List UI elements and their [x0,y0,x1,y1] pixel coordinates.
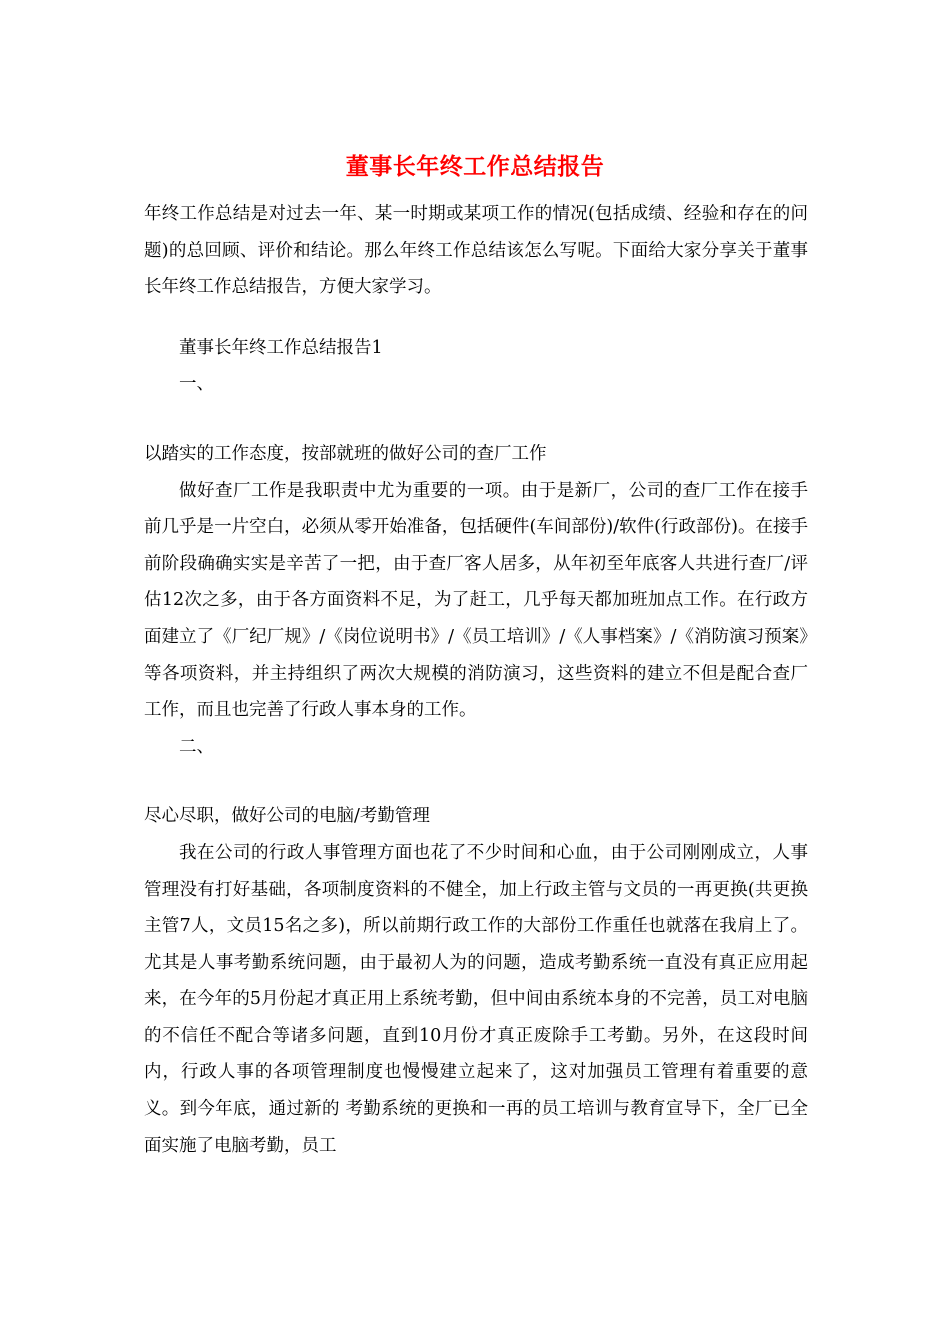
document-title: 董事长年终工作总结报告 [345,153,605,180]
section2-body: 我在公司的行政人事管理方面也花了不少时间和心血，由于公司刚刚成立，人事管理没有打好基础，各项制度资料的不健全，加上行政主管与文员的一再更换(共更换主管7人，文员15名之多)，所以前期行政工作的大部份工作重任也就落在我肩上了。尤其是人事考勤系统问题，由于最初人为的问题，造成考勤系统一直没有真正应用起来，在今年的5月份起才真正用上系统考勤，但中间由系统本身的不完善，员工对电脑的不信任不配合等诸多问题，直到10月份才真正废除手工考勤。另外，在这段时间内，行政人事的各项管理制度也慢慢建立起来了，这对加强员工管理有着重要的意义。到今年底，通过新的 考勤系统的更换和一再的员工培训与教育宣导下，全厂已全面实施了电脑考勤，员工 [144,842,808,1156]
section1-title: 以踏实的工作态度，按部就班的做好公司的查厂工作 [144,443,547,464]
report-heading: 董事长年终工作总结报告1 [179,337,383,358]
section2-title: 尽心尽职，做好公司的电脑/考勤管理 [144,806,430,827]
intro-paragraph: 年终工作总结是对过去一年、某一时期或某项工作的情况(包括成绩、经验和存在的问题)的总回顾、评价和结论。那么年终工作总结该怎么写呢。下面给大家分享关于董事长年终工作总结报告，方便大家学习。 [144,204,808,298]
document-body [144,196,808,1164]
section2-number: 二、 [179,736,214,757]
section1-number: 一、 [179,374,214,395]
section1-body: 做好查厂工作是我职责中尤为重要的一项。由于是新厂，公司的查厂工作在接手前几乎是一片空白，必须从零开始准备，包括硬件(车间部份)/软件(行政部份)。在接手前阶段确确实实是辛苦了一把，由于查厂客人居多，从年初至年底客人共进行查厂/评估12次之多，由于各方面资料不足，为了赶工，几乎每天都加班加点工作。在行政方面建立了《厂纪厂规》/《岗位说明书》/《员工培训》/《人事档案》/《消防演习预案》等各项资料，并主持组织了两次大规模的消防演习，这些资料的建立不但是配合查厂工作，而且也完善了行政人事本身的工作。 [144,480,808,721]
